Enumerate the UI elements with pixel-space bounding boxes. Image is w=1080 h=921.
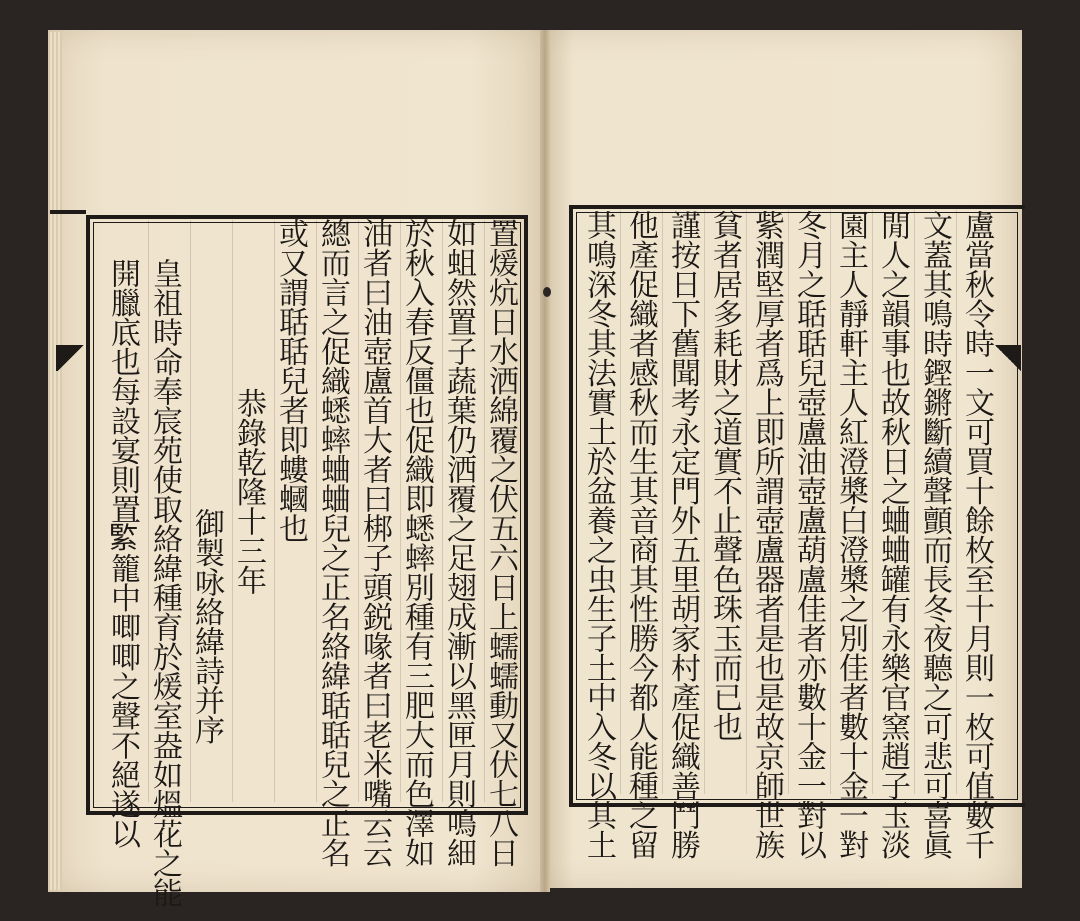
text-column: 油者曰油壺盧首大者曰梆子頭鋭喙者曰老米嘴云云	[357, 218, 392, 867]
text-column: 園主人靜軒主人紅澄槳白澄槳之別佳者數十金一對	[833, 210, 868, 859]
text-column: 其鳴深冬其法實土於盆養之虫生子土中入冬以其土	[581, 210, 616, 859]
text-column: 恭錄乾隆十三年	[231, 388, 266, 595]
text-column: 他產促織者感秋而生其音商其性勝今都人能種之留	[623, 210, 658, 859]
text-column: 文蓋其鳴時鏗鏘斷續聲顫而長冬夜聽之可悲可喜眞	[917, 210, 952, 859]
fishtail-mark	[56, 345, 86, 371]
text-column: 如蛆然置子蔬葉仍洒覆之足翅成漸以黑匣月則鳴細	[441, 218, 476, 867]
text-column: 謹按日下舊聞考永定門外五里胡家村產促織善鬥勝	[665, 210, 700, 859]
text-column: 閒人之韻事也故秋日之蛐蛐罐有永樂官窯趙子玉淡	[875, 210, 910, 859]
book-spine	[540, 30, 550, 892]
text-column: 皇祖時命奉宸苑使取絡緯種育於煖室盎如熅花之能	[147, 258, 182, 907]
text-column: 於秋入春反僵也促織即蟋蟀別種有三肥大而色澤如	[399, 218, 434, 867]
text-column: 開臘底也每設宴則置𦂳籠中唧唧之聲不絕遂以	[105, 258, 140, 848]
text-column: 盧當秋令時一文可買十餘枚至十月則一枚可值數千	[959, 210, 994, 859]
text-column: 御製咏絡緯詩并序	[189, 508, 224, 744]
text-column: 置煖炕日水洒綿覆之伏五六日上蠕蠕動又伏七八日	[483, 218, 518, 867]
binding-hole	[543, 287, 551, 297]
text-column: 冬月之聒聒兒壺盧油壺盧葫盧佳者亦數十金一對以	[791, 210, 826, 859]
text-column: 貧者居多耗財之道實不止聲色珠玉而已也	[707, 210, 742, 741]
text-column: 或又謂聒聒兒者即螻蟈也	[273, 218, 308, 543]
text-column: 總而言之促織蟋蟀蛐蛐兒之正名絡緯聒聒兒之正名	[315, 218, 350, 867]
fishtail-mark-top	[50, 210, 86, 214]
text-column: 紫潤堅厚者爲上即所謂壺盧器者是也是故京師世族	[749, 210, 784, 859]
page-edges	[48, 32, 62, 890]
